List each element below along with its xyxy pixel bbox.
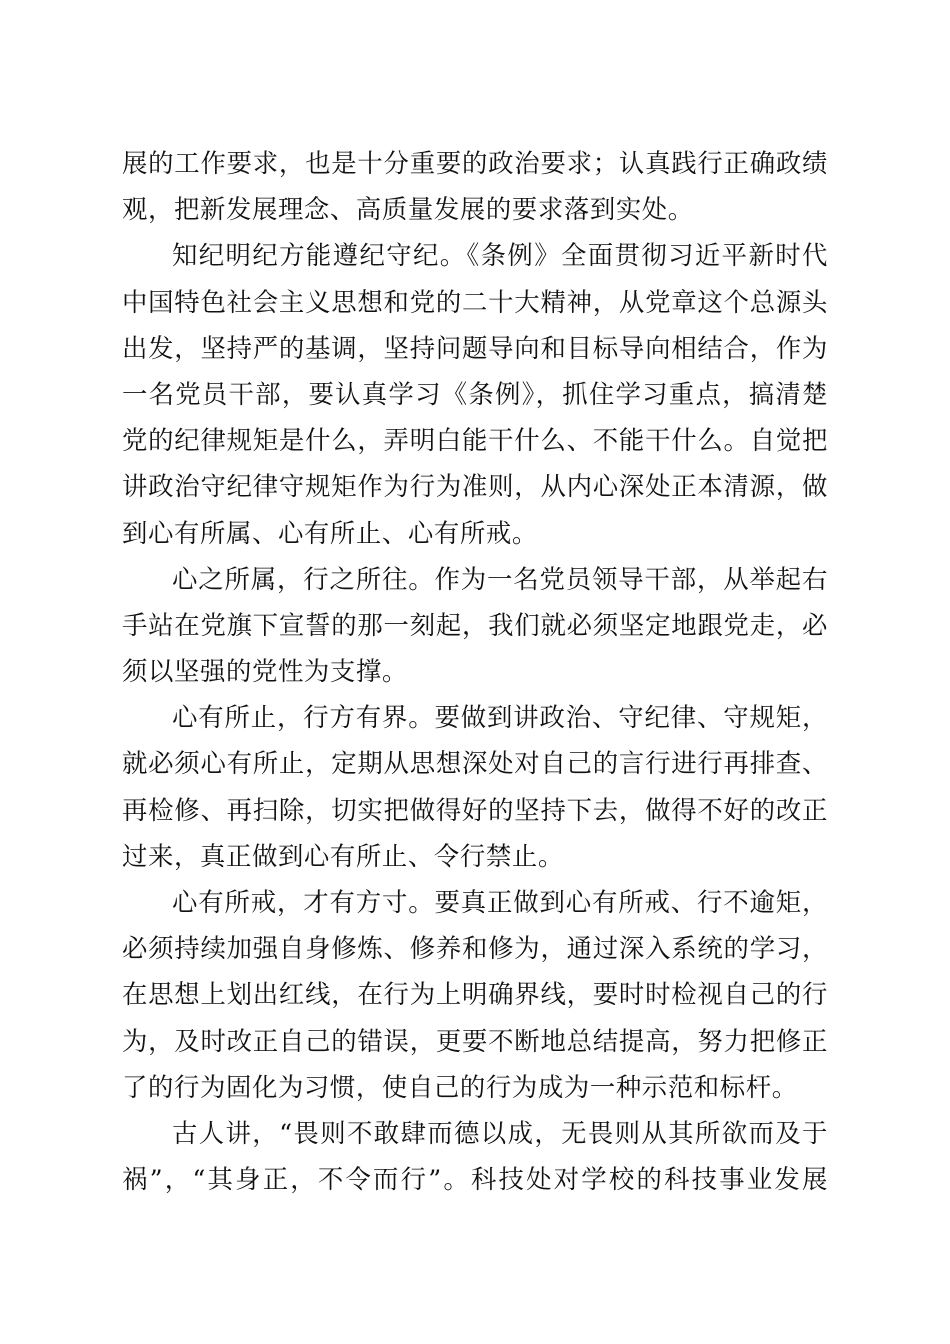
text-line: 祸”，“其身正，不令而行”。科技处对学校的科技事业发展: [122, 1164, 828, 1195]
text-line: 必须持续加强自身修炼、修养和修为，通过深入系统的学习，: [122, 933, 828, 964]
text-line: 古人讲，“畏则不敢肆而德以成，无畏则从其所欲而及于: [172, 1117, 828, 1148]
text-line: 为，及时改正自己的错误，更要不断地总结提高，努力把修正: [122, 1025, 828, 1056]
text-line: 讲政治守纪律守规矩作为行为准则，从内心深处正本清源，做: [122, 471, 828, 502]
text-line: 中国特色社会主义思想和党的二十大精神，从党章这个总源头: [122, 286, 828, 317]
text-line: 心有所戒，才有方寸。要真正做到心有所戒、行不逾矩，: [172, 887, 828, 917]
text-line: 党的纪律规矩是什么，弄明白能干什么、不能干什么。自觉把: [122, 425, 828, 456]
text-line: 一名党员干部，要认真学习《条例》，抓住学习重点，搞清楚: [122, 378, 828, 409]
text-line: 了的行为固化为习惯，使自己的行为成为一种示范和标杆。: [122, 1071, 798, 1102]
text-line: 须以坚强的党性为支撑。: [122, 656, 408, 687]
text-line: 在思想上划出红线，在行为上明确界线，要时时检视自己的行: [122, 979, 828, 1010]
text-line: 心之所属，行之所往。作为一名党员领导干部，从举起右: [172, 563, 828, 594]
text-line: 到心有所属、心有所止、心有所戒。: [122, 517, 538, 548]
text-line: 手站在党旗下宣誓的那一刻起，我们就必须坚定地跟党走，必: [122, 609, 828, 640]
text-line: 观，把新发展理念、高质量发展的要求落到实处。: [122, 194, 694, 225]
text-line: 过来，真正做到心有所止、令行禁止。: [122, 840, 564, 871]
document-body: [122, 141, 828, 1203]
text-line: 心有所止，行方有界。要做到讲政治、守纪律、守规矩，: [172, 702, 828, 733]
text-line: 再检修、再扫除，切实把做得好的坚持下去，做得不好的改正: [122, 794, 828, 825]
text-line: 展的工作要求，也是十分重要的政治要求；认真践行正确政绩: [122, 148, 828, 178]
text-line: 出发，坚持严的基调，坚持问题导向和目标导向相结合，作为: [122, 332, 828, 363]
text-line: 就必须心有所止，定期从思想深处对自己的言行进行再排查、: [122, 748, 828, 779]
text-line: 知纪明纪方能遵纪守纪。《条例》全面贯彻习近平新时代: [172, 240, 828, 271]
